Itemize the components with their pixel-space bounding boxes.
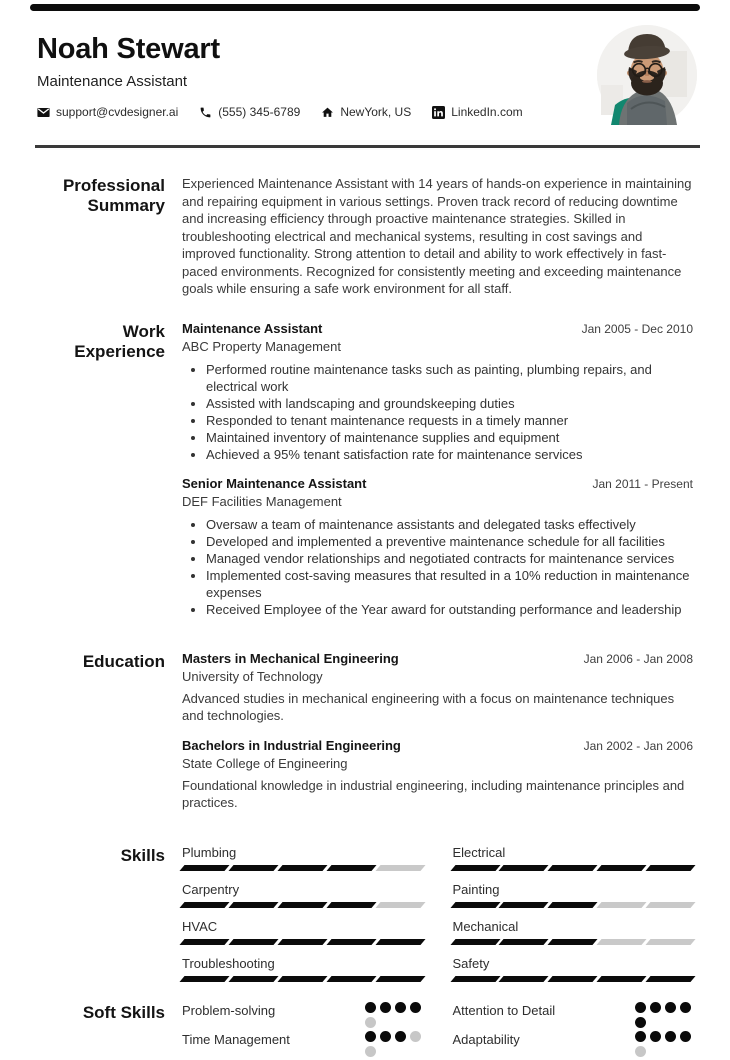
job-company: DEF Facilities Management [182, 493, 342, 509]
skill-segment-filled [499, 976, 549, 982]
skill-segment-filled [646, 976, 696, 982]
soft-skill-item [182, 1031, 423, 1057]
job-company: ABC Property Management [182, 338, 341, 354]
section-summary [37, 175, 693, 298]
skill-segment-empty [375, 902, 425, 908]
skill-segment-filled [548, 976, 598, 982]
skill-segment-filled [179, 939, 229, 945]
rating-dot-empty [365, 1046, 376, 1057]
job-title: Senior Maintenance Assistant [182, 475, 367, 491]
email-icon [37, 106, 50, 119]
section-label-skills: Skills [120, 845, 165, 865]
skill-segment-filled [548, 902, 598, 908]
skill-segment-filled [548, 865, 598, 871]
job-bullet: • Developed and implemented a preventive maintenance schedule for all facilities [206, 533, 693, 550]
job-bullet: • Implemented cost-saving measures that resulted in a 10% reduction in maintenance expenses [206, 567, 693, 601]
section-skills [37, 845, 693, 993]
contact-item[interactable] [321, 105, 411, 119]
skill-level-bar [182, 865, 423, 871]
skill-level-bar [453, 976, 694, 982]
avatar-illustration [597, 25, 697, 125]
resume-body [37, 175, 693, 1060]
job-bullets [182, 361, 693, 463]
skill-item [453, 919, 694, 945]
rating-dot-filled [380, 1031, 391, 1042]
skill-segment-filled [179, 976, 229, 982]
section-experience [37, 321, 693, 618]
soft-skill-name: Time Management [182, 1031, 290, 1047]
job-title: Maintenance Assistant [182, 320, 323, 336]
job-dates: Jan 2005 - Dec 2010 [581, 321, 693, 336]
rating-dot-filled [635, 1031, 646, 1042]
skill-item [453, 882, 694, 908]
rating-dot-filled [395, 1002, 406, 1013]
skill-name: HVAC [182, 918, 218, 934]
education-item [182, 738, 693, 812]
school-name: University of Technology [182, 668, 323, 684]
school-name: State College of Engineering [182, 755, 348, 771]
section-label-experience: Work Experience [74, 321, 165, 361]
rating-dot-empty [635, 1046, 646, 1057]
contact-text: (555) 345-6789 [218, 105, 301, 120]
soft-skill-dots [365, 1002, 423, 1028]
skill-segment-filled [228, 939, 278, 945]
degree-description: Foundational knowledge in industrial engineering, including maintenance principles and practices. [182, 777, 685, 811]
degree-description: Advanced studies in mechanical engineering with a focus on maintenance techniques and technologies. [182, 690, 675, 724]
skill-segment-filled [499, 939, 549, 945]
section-education [37, 651, 693, 812]
skill-segment-filled [450, 902, 500, 908]
skill-segment-filled [326, 976, 376, 982]
job-bullet: • Maintained inventory of maintenance supplies and equipment [206, 429, 693, 446]
skill-segment-filled [597, 865, 647, 871]
rating-dot-filled [650, 1031, 661, 1042]
skill-item [453, 956, 694, 982]
degree-title: Masters in Mechanical Engineering [182, 650, 399, 666]
skill-segment-filled [646, 865, 696, 871]
soft-skill-dots [635, 1002, 693, 1028]
education-item [182, 651, 693, 725]
skill-segment-filled [228, 902, 278, 908]
contact-text: NewYork, US [340, 105, 412, 120]
skill-name: Electrical [452, 844, 506, 860]
skill-name: Carpentry [182, 881, 240, 897]
degree-title: Bachelors in Industrial Engineering [182, 737, 401, 753]
skill-segment-filled [597, 976, 647, 982]
skill-segment-filled [277, 976, 327, 982]
skill-segment-empty [646, 939, 696, 945]
skill-item [182, 882, 423, 908]
job-bullet: • Received Employee of the Year award for outstanding performance and leadership [206, 601, 693, 618]
job-dates: Jan 2011 - Present [592, 476, 693, 491]
skill-segment-filled [499, 865, 549, 871]
skill-segment-filled [375, 939, 425, 945]
skill-segment-filled [277, 902, 327, 908]
rating-dot-filled [635, 1017, 646, 1028]
header-divider [35, 145, 700, 148]
skill-segment-filled [375, 976, 425, 982]
soft-skill-dots [365, 1031, 423, 1057]
rating-dot-filled [365, 1002, 376, 1013]
rating-dot-filled [635, 1002, 646, 1013]
contact-item[interactable] [37, 105, 178, 119]
rating-dot-filled [650, 1002, 661, 1013]
rating-dot-empty [410, 1031, 421, 1042]
skill-name: Painting [452, 881, 500, 897]
degree-dates: Jan 2002 - Jan 2006 [583, 738, 693, 753]
soft-skill-item [453, 1031, 694, 1057]
skill-segment-filled [277, 865, 327, 871]
skill-item [182, 919, 423, 945]
job-bullet: • Achieved a 95% tenant satisfaction rate for maintenance services [206, 446, 693, 463]
job-bullets [182, 516, 693, 618]
person-name: Noah Stewart [37, 33, 220, 65]
soft-skill-dots [635, 1031, 693, 1057]
job-bullet: • Oversaw a team of maintenance assistants and delegated tasks effectively [206, 516, 693, 533]
skill-segment-filled [228, 976, 278, 982]
skill-segment-empty [375, 865, 425, 871]
person-title: Maintenance Assistant [37, 73, 188, 91]
skill-segment-filled [326, 865, 376, 871]
skill-segment-filled [326, 902, 376, 908]
contact-item[interactable] [199, 105, 300, 119]
section-label-summary: Professional Summary [62, 176, 165, 216]
experience-item [182, 321, 693, 463]
skill-level-bar [453, 939, 694, 945]
skill-level-bar [182, 976, 423, 982]
experience-item [182, 476, 693, 618]
skill-level-bar [182, 939, 423, 945]
soft-skill-name: Attention to Detail [452, 1002, 556, 1018]
skill-segment-filled [548, 939, 598, 945]
skill-segment-filled [179, 865, 229, 871]
soft-skill-name: Adaptability [452, 1031, 520, 1047]
skill-item [182, 845, 423, 871]
section-soft-skills [37, 1002, 693, 1060]
skill-name: Safety [452, 955, 490, 971]
skill-segment-empty [646, 902, 696, 908]
skill-item [453, 845, 694, 871]
skill-segment-filled [326, 939, 376, 945]
skill-name: Mechanical [452, 918, 519, 934]
skill-level-bar [182, 902, 423, 908]
section-label-soft-skills: Soft Skills [82, 1002, 165, 1022]
skill-name: Troubleshooting [182, 955, 275, 971]
contact-row [37, 105, 693, 119]
skill-segment-filled [450, 865, 500, 871]
linkedin-icon [432, 106, 445, 119]
rating-dot-filled [380, 1002, 391, 1013]
soft-skill-name: Problem-solving [182, 1002, 276, 1018]
skill-level-bar [453, 865, 694, 871]
skill-item [182, 956, 423, 982]
skill-segment-filled [228, 865, 278, 871]
skill-segment-filled [179, 902, 229, 908]
contact-text: support@cvdesigner.ai [56, 105, 179, 120]
soft-skill-item [182, 1002, 423, 1028]
job-bullet: • Managed vendor relationships and negotiated contracts for maintenance services [206, 550, 693, 567]
job-bullet: • Responded to tenant maintenance requests in a timely manner [206, 412, 693, 429]
rating-dot-filled [410, 1002, 421, 1013]
rating-dot-filled [680, 1002, 691, 1013]
phone-icon [199, 106, 212, 119]
avatar [597, 25, 697, 125]
soft-skill-item [453, 1002, 694, 1028]
rating-dot-filled [680, 1031, 691, 1042]
rating-dot-filled [665, 1002, 676, 1013]
home-icon [321, 106, 334, 119]
contact-item[interactable] [432, 105, 522, 119]
summary-text: Experienced Maintenance Assistant with 14 years of hands-on experience in maintaining and repairing equipment in various settings. Proven track record of reducing downtime and increasing efficiency through proactive maintenance strategies. Skilled in troubleshooting electrical and mechanical systems, resulting in cost savings and improved functionality. Strong attention to detail and ability to work effectively in fast-paced environments. Recognized for consistently meeting and exceeding maintenance goals while ensuring a safe work environment for all staff. [182, 176, 692, 297]
skill-segment-empty [597, 939, 647, 945]
skill-segment-filled [499, 902, 549, 908]
skill-segment-filled [450, 939, 500, 945]
skill-segment-empty [597, 902, 647, 908]
skill-name: Plumbing [182, 844, 237, 860]
section-label-education: Education [82, 651, 165, 671]
rating-dot-filled [395, 1031, 406, 1042]
skill-level-bar [453, 902, 694, 908]
rating-dot-filled [665, 1031, 676, 1042]
rating-dot-empty [365, 1017, 376, 1028]
job-bullet: • Assisted with landscaping and groundskeeping duties [206, 395, 693, 412]
header [0, 0, 730, 119]
skill-segment-filled [277, 939, 327, 945]
skill-segment-filled [450, 976, 500, 982]
contact-text: LinkedIn.com [451, 105, 523, 120]
degree-dates: Jan 2006 - Jan 2008 [583, 651, 693, 666]
rating-dot-filled [365, 1031, 376, 1042]
job-bullet: • Performed routine maintenance tasks such as painting, plumbing repairs, and electrical work [206, 361, 693, 395]
